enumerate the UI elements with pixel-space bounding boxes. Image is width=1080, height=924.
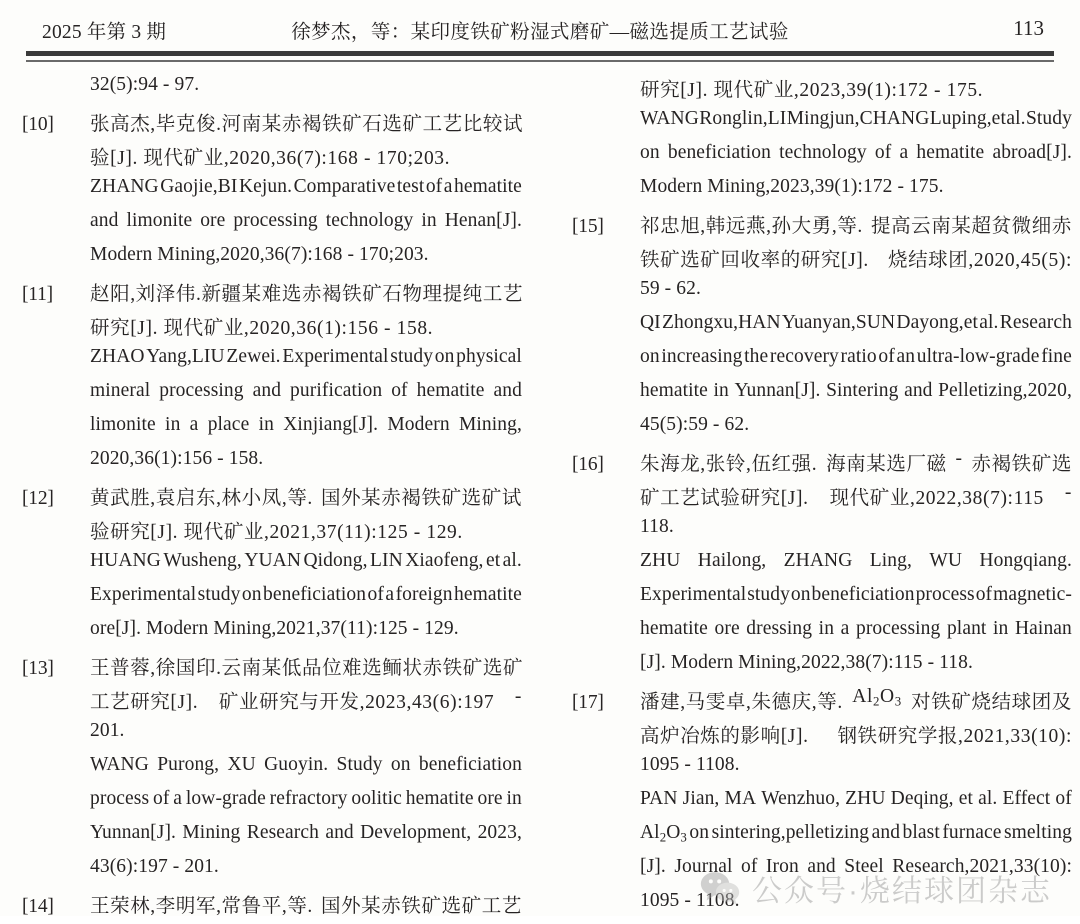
reference-line	[22, 550, 522, 584]
reference-line	[22, 448, 522, 482]
reference-line	[22, 380, 522, 414]
reference-column-left	[22, 74, 522, 916]
reference-line	[572, 516, 1072, 550]
reference-entry	[22, 482, 522, 652]
reference-text: WANG Purong, XU Guoyin. Study on beneficiation	[90, 754, 522, 775]
reference-line	[22, 142, 522, 176]
reference-entry	[22, 108, 522, 278]
reference-line	[572, 176, 1072, 210]
reference-text: 研究[J]. 现代矿业,2023,39(1):172 - 175.	[640, 80, 984, 101]
reference-text: ZHANG Gaojie,BI Kejun. Comparative test of a hematite	[90, 176, 522, 197]
reference-text: hematite in Yunnan[J]. Sintering and Pelletizing,2020,	[640, 380, 1072, 401]
reference-entry	[22, 890, 522, 924]
reference-line	[572, 788, 1072, 822]
reference-line	[22, 618, 522, 652]
reference-text: 高炉冶炼的影响[J]. 钢铁研究学报,2021,33(10):	[640, 726, 1072, 747]
reference-entry	[572, 686, 1072, 924]
reference-text: 祁忠旭,韩远燕,孙大勇,等. 提高云南某超贫微细赤	[640, 216, 1072, 237]
reference-text: ZHU Hailong, ZHANG Ling, WU Hongqiang.	[640, 550, 1072, 571]
reference-line	[22, 414, 522, 448]
reference-text: ore[J]. Modern Mining,2021,37(11):125 - 129.	[90, 618, 459, 639]
header-rule-thin	[26, 60, 1054, 62]
reference-text: PAN Jian, MA Wenzhuo, ZHU Deqing, et al. Effect of	[640, 788, 1072, 809]
reference-line	[572, 108, 1072, 142]
reference-line	[22, 652, 522, 686]
reference-line	[572, 618, 1072, 652]
reference-number: [16]	[572, 454, 604, 475]
reference-text: 201.	[90, 720, 125, 741]
reference-text: mineral processing and purification of hematite and	[90, 380, 522, 401]
reference-text: Experimental study on beneficiation of a foreign hematite	[90, 584, 522, 605]
reference-number: [17]	[572, 692, 604, 713]
reference-text: 张高杰,毕克俊. 河南某赤褐铁矿石选矿工艺比较试	[90, 114, 524, 135]
reference-line	[22, 278, 522, 312]
reference-text: QI Zhongxu,HAN Yuanyan,SUN Dayong,et al. Research	[640, 312, 1072, 333]
reference-text: [J]. Journal of Iron and Steel Research,2021,33(10):	[640, 856, 1072, 877]
reference-line	[572, 74, 1072, 108]
reference-line	[22, 686, 522, 720]
reference-line	[572, 550, 1072, 584]
reference-text: Modern Mining,2023,39(1):172 - 175.	[640, 176, 944, 197]
reference-text: 工艺研究[J]. 矿业研究与开发,2023,43(6):197 -	[90, 686, 522, 713]
issue-label: 2025 年第 3 期	[42, 22, 167, 43]
reference-text: 朱海龙,张铃,伍红强. 海南某选厂磁 - 赤褐铁矿选	[640, 448, 1072, 475]
reference-line	[22, 890, 522, 924]
reference-line	[572, 482, 1072, 516]
reference-text: 铁矿选矿回收率的研究[J]. 烧结球团,2020,45(5):	[640, 250, 1072, 271]
reference-number: [12]	[22, 488, 54, 509]
reference-text: 1095 - 1108.	[640, 754, 740, 775]
reference-text: 2020,36(1):156 - 158.	[90, 448, 264, 469]
reference-line	[572, 210, 1072, 244]
running-head	[0, 16, 1080, 50]
reference-line	[572, 312, 1072, 346]
reference-line	[22, 74, 522, 108]
reference-text: [J]. Modern Mining,2022,38(7):115 - 118.	[640, 652, 973, 673]
reference-line	[572, 652, 1072, 686]
reference-line	[22, 754, 522, 788]
reference-text: Experimental study on beneficiation process of magnetic-	[640, 584, 1072, 605]
reference-text: 验研究[J]. 现代矿业,2021,37(11):125 - 129.	[90, 522, 463, 543]
reference-line	[22, 788, 522, 822]
reference-text: Modern Mining,2020,36(7):168 - 170;203.	[90, 244, 429, 265]
reference-line	[572, 346, 1072, 380]
reference-number: [11]	[22, 284, 53, 305]
reference-text: HUANG Wusheng, YUAN Qidong, LIN Xiaofeng, et al.	[90, 550, 522, 571]
reference-line	[22, 176, 522, 210]
reference-line	[572, 414, 1072, 448]
reference-line	[572, 584, 1072, 618]
reference-number: [14]	[22, 896, 54, 917]
reference-text: 1095 - 1108.	[640, 890, 740, 911]
reference-entry	[572, 448, 1072, 686]
reference-text: 黄武胜,袁启东,林小凤,等. 国外某赤褐铁矿选矿试	[90, 488, 522, 509]
reference-line	[22, 516, 522, 550]
reference-entry	[572, 210, 1072, 448]
reference-text: and limonite ore processing technology in Henan[J].	[90, 210, 522, 231]
reference-text: on increasing the recovery ratio of an ultra-low-grade fine	[640, 346, 1072, 367]
reference-line	[22, 108, 522, 142]
reference-text: process of a low-grade refractory oolitic hematite ore in	[90, 788, 522, 809]
reference-text: 118.	[640, 516, 674, 537]
reference-text: 59 - 62.	[640, 278, 701, 299]
reference-line	[22, 244, 522, 278]
reference-line	[572, 822, 1072, 856]
reference-text: WANG Ronglin,LI Mingjun,CHANG Luping,et al. Study	[640, 108, 1072, 129]
reference-entry	[572, 74, 1072, 210]
reference-text: on beneficiation technology of a hematite abroad[J].	[640, 142, 1072, 163]
reference-line	[572, 380, 1072, 414]
page-number: 113	[1013, 16, 1044, 40]
reference-line	[22, 210, 522, 244]
reference-entry	[22, 278, 522, 482]
reference-text: hematite ore dressing in a processing plant in Hainan	[640, 618, 1072, 639]
reference-line	[22, 720, 522, 754]
reference-line	[22, 346, 522, 380]
watermark-text: 公众号·烧结球团杂志	[752, 875, 1052, 908]
reference-line	[572, 686, 1072, 720]
article-running-title: 徐梦杰，等：某印度铁矿粉湿式磨矿—磁选提质工艺试验	[291, 22, 789, 43]
reference-text: 32(5):94 - 97.	[90, 74, 200, 95]
reference-text: 43(6):197 - 201.	[90, 856, 219, 877]
reference-line	[22, 856, 522, 890]
reference-line	[22, 584, 522, 618]
reference-line	[572, 890, 1072, 924]
reference-line	[572, 754, 1072, 788]
header-rule-thick	[26, 51, 1054, 56]
reference-text: 研究[J]. 现代矿业,2020,36(1):156 - 158.	[90, 318, 434, 339]
reference-number: [15]	[572, 216, 604, 237]
reference-number: [10]	[22, 114, 54, 135]
reference-text: Yunnan[J]. Mining Research and Development, 2023,	[90, 822, 522, 843]
reference-text: 赵阳,刘泽伟. 新疆某难选赤褐铁矿石物理提纯工艺	[90, 284, 524, 305]
reference-entry	[22, 74, 522, 108]
reference-line	[572, 142, 1072, 176]
reference-list	[0, 74, 1080, 916]
reference-line	[22, 312, 522, 346]
reference-text: 验[J]. 现代矿业,2020,36(7):168 - 170;203.	[90, 148, 451, 169]
reference-text: $Al_2O_3$ on sintering,pelletizing and blast furnace smelting	[640, 822, 1072, 845]
reference-line	[22, 822, 522, 856]
reference-text: 王荣林,李明军,常鲁平,等. 国外某赤铁矿选矿工艺	[90, 896, 522, 917]
reference-line	[572, 720, 1072, 754]
reference-line	[572, 856, 1072, 890]
reference-text: 45(5):59 - 62.	[640, 414, 750, 435]
reference-text: 潘建,马雯卓,朱德庆,等. $Al_2O_3$ 对铁矿烧结球团及	[640, 686, 1072, 713]
reference-text: 矿工艺试验研究[J]. 现代矿业,2022,38(7):115 -	[640, 482, 1072, 509]
reference-number: [13]	[22, 658, 54, 679]
reference-line	[572, 278, 1072, 312]
reference-entry	[22, 652, 522, 890]
reference-line	[22, 482, 522, 516]
reference-text: limonite in a place in Xinjiang[J]. Modern Mining,	[90, 414, 522, 435]
reference-line	[572, 448, 1072, 482]
reference-text: 王普蓉,徐国印. 云南某低品位难选鲕状赤铁矿选矿	[90, 658, 524, 679]
reference-text: ZHAO Yang,LIU Zewei. Experimental study on physical	[90, 346, 522, 367]
reference-line	[572, 244, 1072, 278]
reference-column-right	[572, 74, 1072, 916]
